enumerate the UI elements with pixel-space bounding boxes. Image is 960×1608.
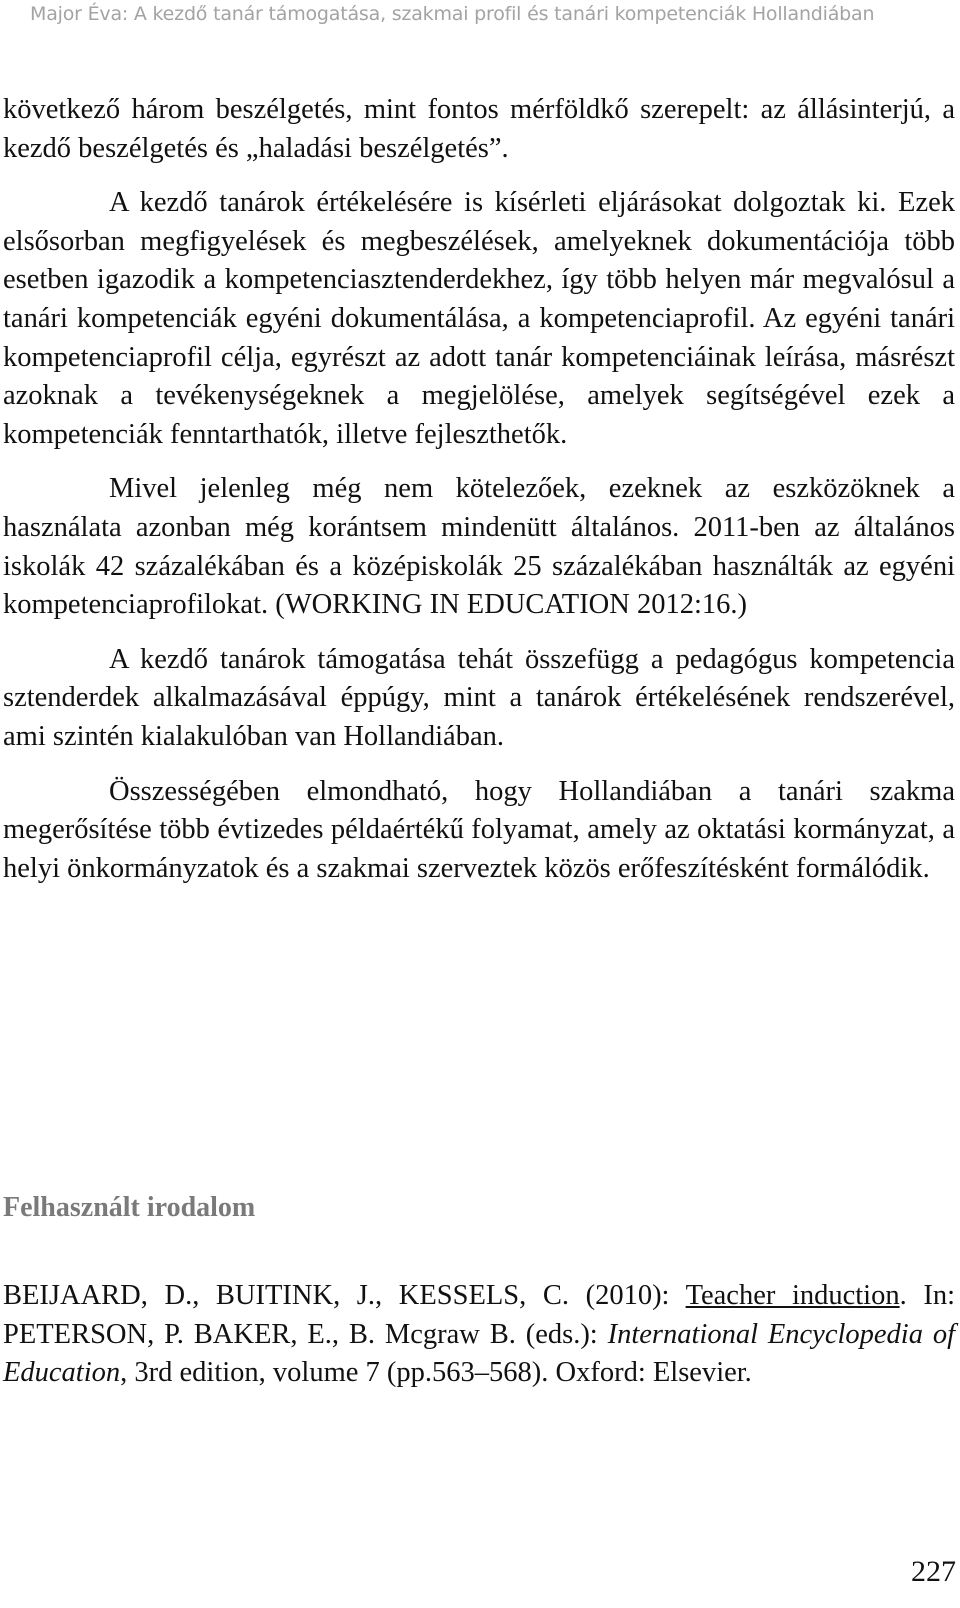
reference-details: , 3rd edition, volume 7 (pp.563–568). Oxford: Elsevier. xyxy=(120,1357,752,1389)
paragraph: Mivel jelenleg még nem kötelezőek, ezeknek az eszközöknek a használata azonban még korántsem mindenütt általános. 2011-ben az általános iskolák 42 százalékában és a középiskolák 25 százalékában használták az egyéni kompetenciaprofilokat. (WORKING IN EDUCATION 2012:16.) xyxy=(3,473,955,621)
reference-authors: BEIJAARD, D., BUITINK, J., KESSELS, C. (2010): xyxy=(3,1280,686,1311)
references-heading: Felhasznált irodalom xyxy=(3,1192,256,1223)
paragraph-continuation: következő három beszélgetés, mint fontos mérföldkő szerepelt: az állásinterjú, a kezdő beszélgetés és „haladási beszélgetés”. xyxy=(3,94,955,164)
page-number: 227 xyxy=(911,1555,956,1588)
reference-link[interactable]: Teacher induction xyxy=(685,1280,900,1311)
reference-source: . In: PETERSON, P. BAKER, E., B. Mcgraw B. (eds.): xyxy=(3,1280,955,1350)
body-text xyxy=(3,91,955,888)
reference-book-title: International Encyclopedia of Education xyxy=(3,1318,955,1389)
running-header: Major Éva: A kezdő tanár támogatása, szakmai profil és tanári kompetenciák Hollandiában xyxy=(30,3,875,25)
paragraph: A kezdő tanárok értékelésére is kísérleti eljárásokat dolgoztak ki. Ezek elsősorban megfigyelések és megbeszélések, amelyeknek dokumentációja több esetben igazodik a kompetenciasztenderdekhez, így több helyen már megvalósul a tanári kompetenciák egyéni dokumentálása, a kompetenciaprofil. Az egyéni tanári kompetenciaprofil célja, egyrészt az adott tanár kompetenciáinak leírása, másrészt azoknak a tevékenységeknek a megjelölése, amelyek segítségével ezek a kompetenciák fenntarthatók, illetve fejleszthetők. xyxy=(3,187,955,450)
paragraph: A kezdő tanárok támogatása tehát összefügg a pedagógus kompetencia sztenderdek alkalmazásával éppúgy, mint a tanárok értékelésének rendszerével, ami szintén kialakulóban van Hollandiában. xyxy=(3,643,955,752)
paragraph: Összességében elmondható, hogy Hollandiában a tanári szakma megerősítése több évtizedes példaértékű folyamat, amely az oktatási kormányzat, a helyi önkormányzatok és a szakmai szerveztek közös erőfeszítésként formálódik. xyxy=(3,775,955,884)
reference-entry xyxy=(3,1277,955,1393)
